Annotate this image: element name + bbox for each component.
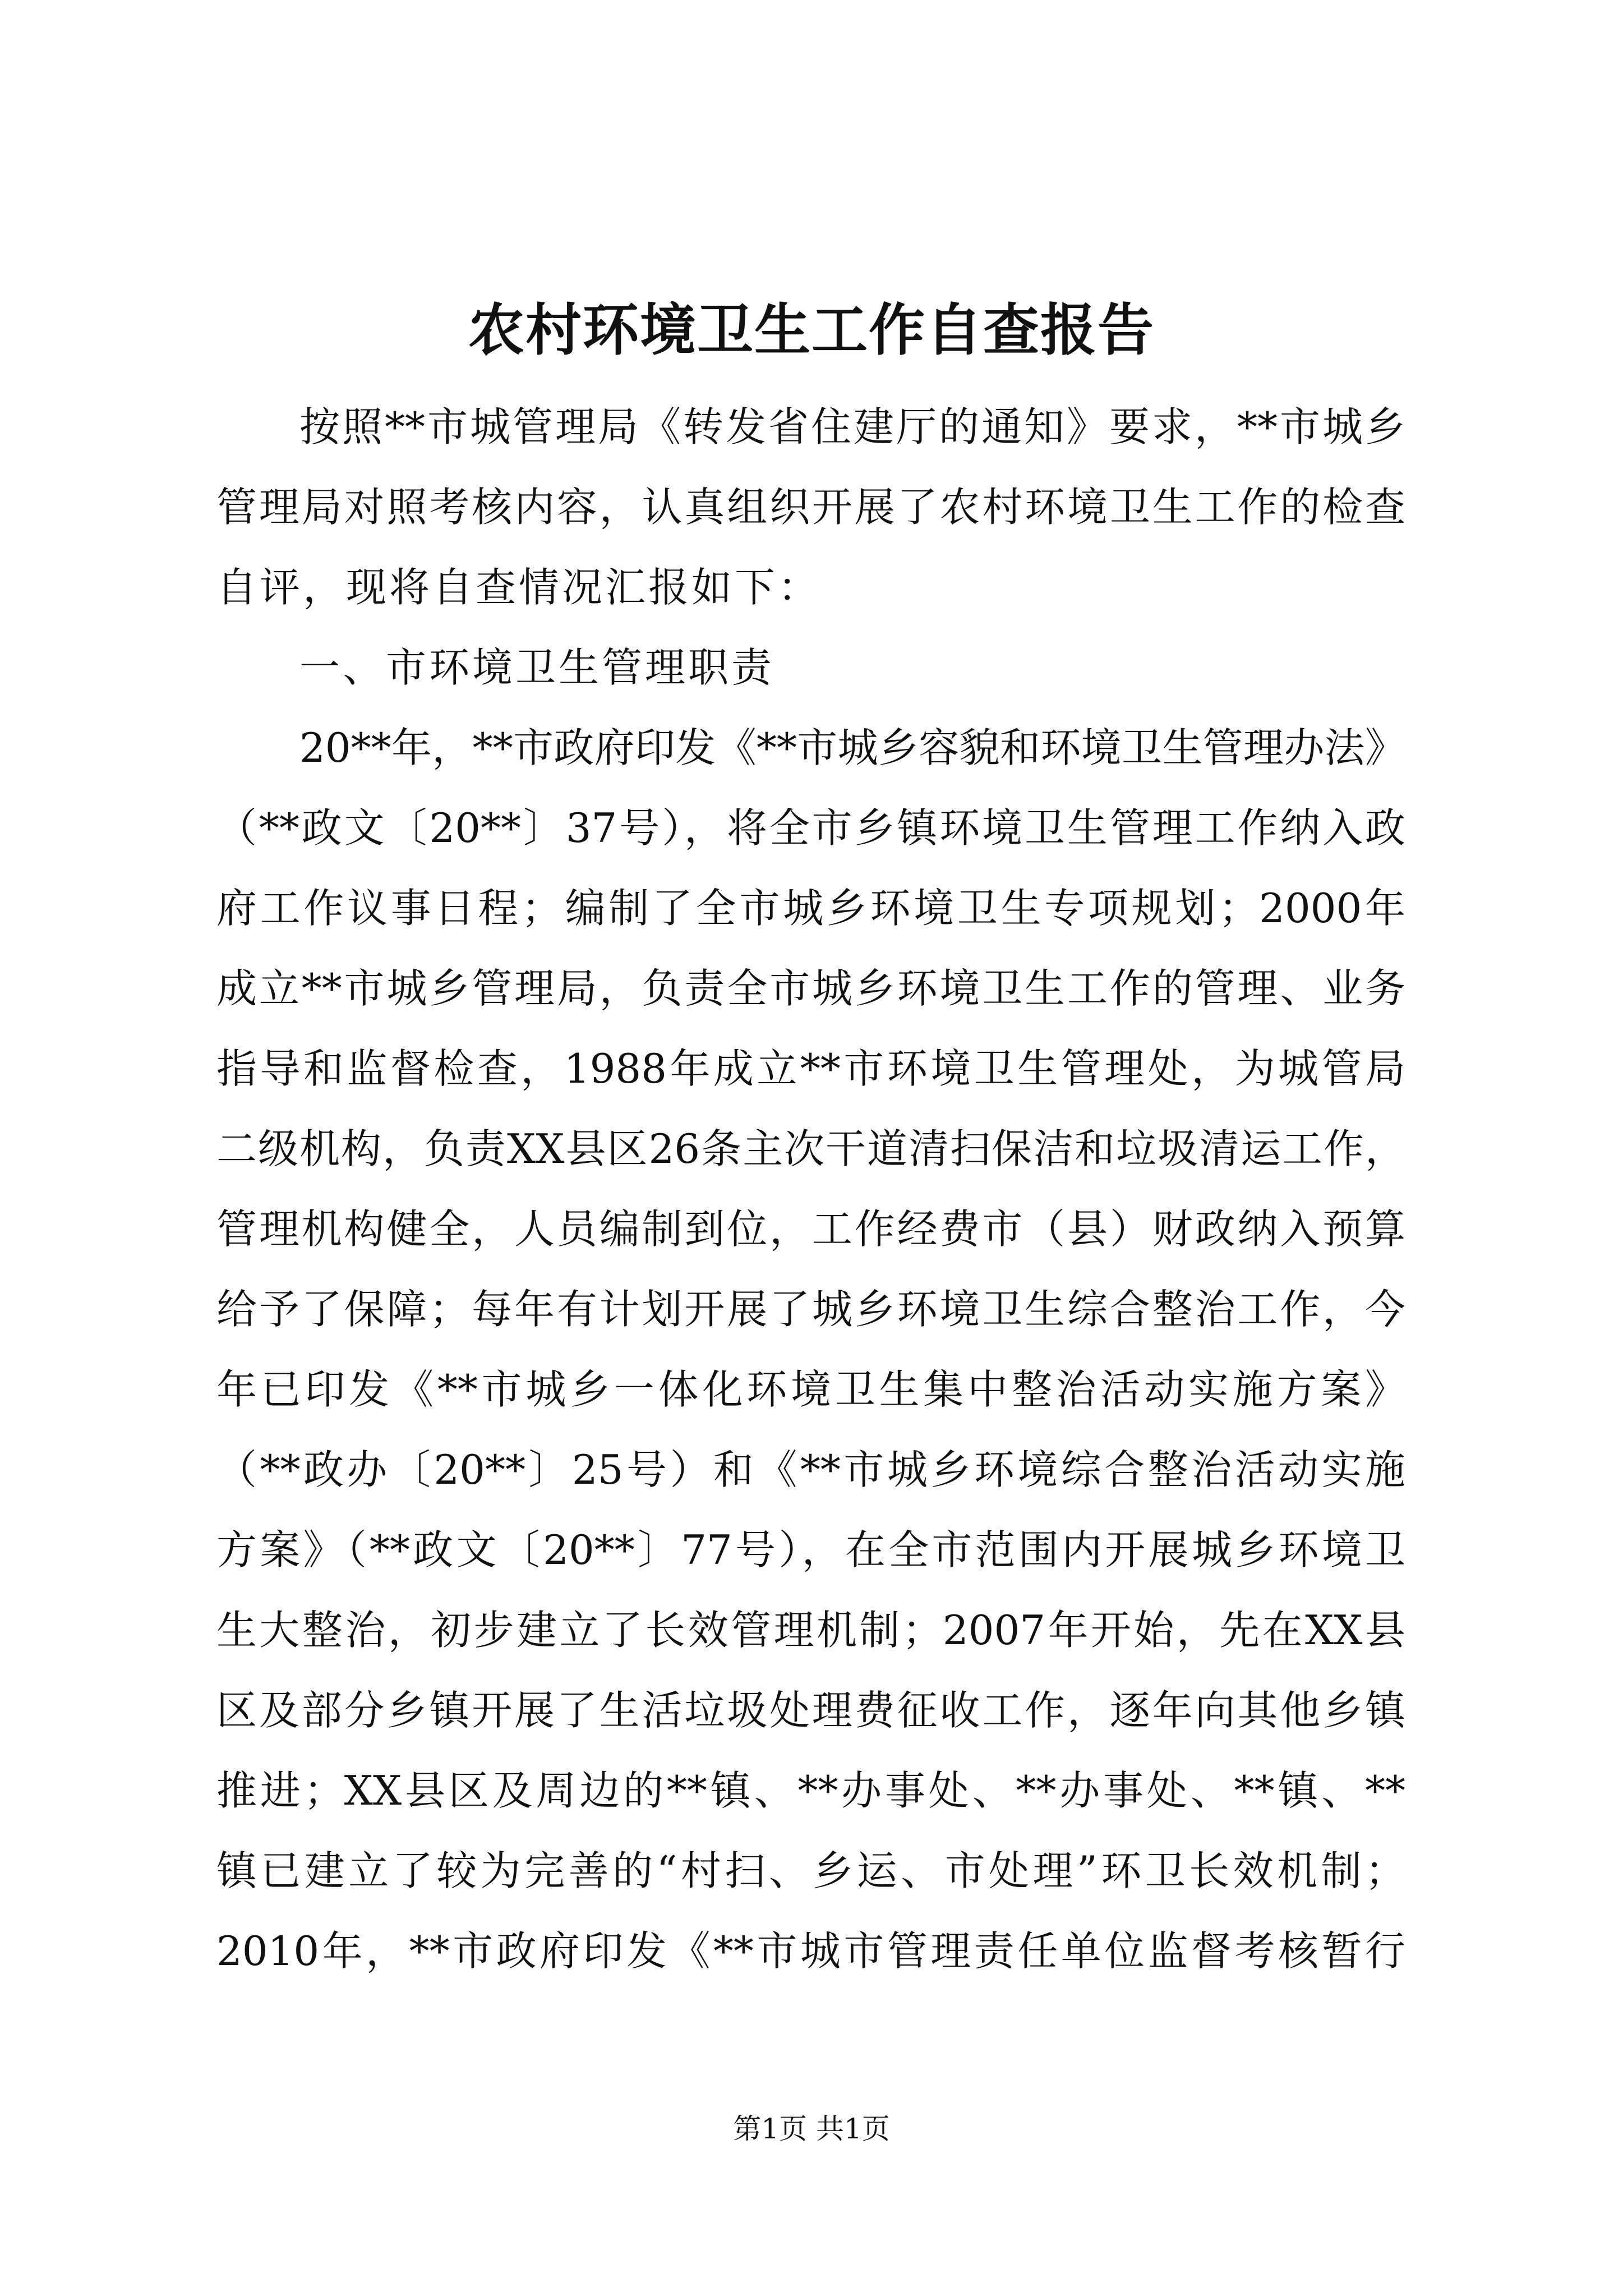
- document-title: 农村环境卫生工作自查报告: [468, 297, 1155, 363]
- paragraph-line: （**政办〔20**〕25号）和《**市城乡环境综合整治活动实施: [216, 1446, 1405, 1493]
- paragraph-line: 成立**市城乡管理局，负责全市城乡环境卫生工作的管理、业务: [216, 965, 1405, 1012]
- paragraph-line: 给予了保障；每年有计划开展了城乡环境卫生综合整治工作，今: [216, 1286, 1405, 1333]
- paragraph-line: 府工作议事日程；编制了全市城乡环境卫生专项规划；2000年: [216, 885, 1405, 932]
- paragraph-line: 方案》（**政文〔20**〕77号），在全市范围内开展城乡环境卫: [216, 1526, 1405, 1573]
- section-heading: 一、市环境卫生管理职责: [299, 644, 775, 691]
- paragraph-line: 区及部分乡镇开展了生活垃圾处理费征收工作，逐年向其他乡镇: [216, 1687, 1405, 1734]
- paragraph-line: 自评，现将自查情况汇报如下：: [216, 564, 822, 611]
- paragraph-line: 年已印发《**市城乡一体化环境卫生集中整治活动实施方案》: [216, 1366, 1405, 1413]
- paragraph-line: （**政文〔20**〕37号），将全市乡镇环境卫生管理工作纳入政: [216, 804, 1405, 852]
- paragraph-line: 20**年，**市政府印发《**市城乡容貌和环境卫生管理办法》: [299, 724, 1405, 771]
- document-body: [216, 387, 1405, 1991]
- paragraph-line: 生大整治，初步建立了长效管理机制；2007年开始，先在XX县: [216, 1607, 1405, 1654]
- page-number-footer: 第1页 共1页: [733, 2113, 890, 2145]
- paragraph-line: 管理机构健全，人员编制到位，工作经费市（县）财政纳入预算: [216, 1205, 1405, 1253]
- paragraph-line: 2010年，**市政府印发《**市城市管理责任单位监督考核暂行: [216, 1927, 1405, 1975]
- paragraph-line: 推进；XX县区及周边的**镇、**办事处、**办事处、**镇、**: [216, 1767, 1405, 1814]
- paragraph-line: 镇已建立了较为完善的“村扫、乡运、市处理”环卫长效机制；: [216, 1847, 1405, 1894]
- paragraph-line: 指导和监督检查，1988年成立**市环境卫生管理处，为城管局: [216, 1045, 1405, 1092]
- paragraph-line: 二级机构，负责XX县区26条主次干道清扫保洁和垃圾清运工作，: [216, 1125, 1405, 1172]
- paragraph-line: 按照**市城管理局《转发省住建厅的通知》要求，**市城乡: [299, 403, 1405, 450]
- paragraph-line: 管理局对照考核内容，认真组织开展了农村环境卫生工作的检查: [216, 484, 1405, 531]
